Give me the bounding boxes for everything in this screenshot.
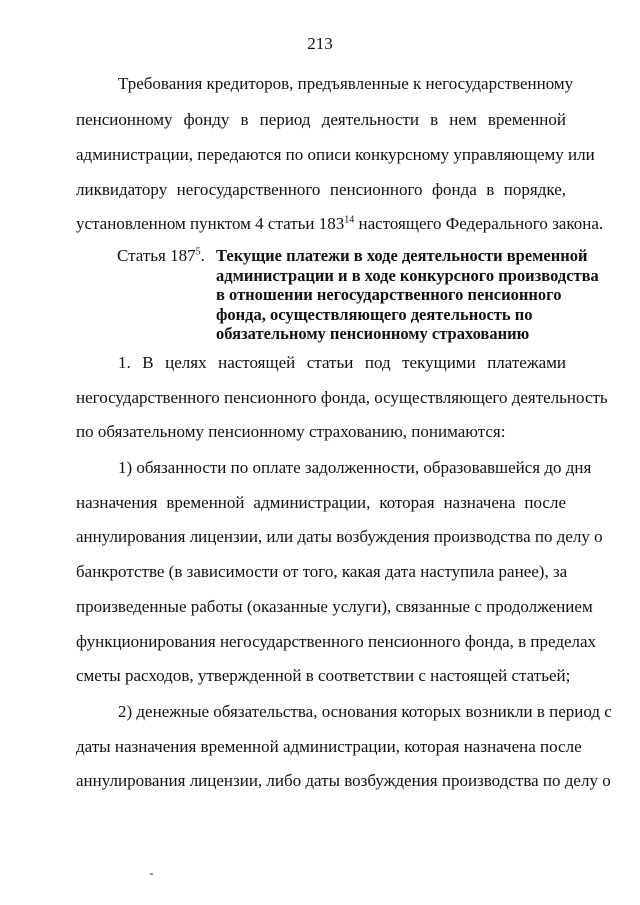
article-title-line-4: фонда, осуществляющего деятельность по	[216, 304, 533, 324]
article-title	[216, 246, 599, 344]
scan-speck	[150, 873, 153, 875]
article-title-line-2: администрации и в ходе конкурсного производства	[216, 265, 599, 285]
p1-line-2: негосударственного пенсионного фонда, осуществляющего деятельность	[76, 388, 608, 407]
intro-line-5	[76, 214, 603, 234]
intro-line-1: Требования кредиторов, предъявленные к негосударственному	[118, 74, 574, 93]
p2-line-3: аннулирования лицензии, или даты возбуждения производства по делу о	[76, 527, 603, 546]
p2-line-6: функционирования негосударственного пенсионного фонда, в пределах	[76, 632, 597, 651]
p3-line-1: 2) денежные обязательства, основания которых возникли в период с	[118, 702, 612, 721]
article-reference-superscript: 14	[344, 214, 355, 226]
p2-line-5: произведенные работы (оказанные услуги), связанные с продолжением	[76, 597, 593, 616]
article-label-dot: .	[200, 246, 205, 265]
intro-line-2: пенсионному фонду в период деятельности в нем временной	[76, 110, 566, 129]
p3-line-2: даты назначения временной администрации, которая назначена после	[76, 737, 582, 756]
article-number	[117, 246, 205, 266]
article-title-line-5: обязательному пенсионному страхованию	[216, 324, 530, 343]
article-label-superscript: 5	[195, 246, 201, 258]
p2-line-4: банкротстве (в зависимости от того, какая дата наступила ранее), за	[76, 562, 568, 581]
intro-line-5-tail: настоящего Федерального закона.	[354, 214, 604, 233]
intro-line-4: ликвидатору негосударственного пенсионного фонда в порядке,	[76, 180, 566, 199]
intro-line-3: администрации, передаются по описи конкурсному управляющему или	[76, 145, 595, 164]
p2-line-7: сметы расходов, утвержденной в соответствии с настоящей статьей;	[76, 666, 571, 685]
p2-line-1: 1) обязанности по оплате задолженности, образовавшейся до дня	[118, 458, 592, 477]
article-label: Статья 187	[117, 246, 196, 265]
p3-line-3: аннулирования лицензии, либо даты возбуждения производства по делу о	[76, 771, 611, 790]
p1-line-3: по обязательному пенсионному страхованию, понимаются:	[76, 422, 506, 441]
intro-line-5-text: установленном пунктом 4 статьи 183	[76, 214, 345, 233]
p1-line-1: 1. В целях настоящей статьи под текущими платежами	[118, 353, 566, 372]
p2-line-2: назначения временной администрации, которая назначена после	[76, 493, 566, 512]
page-number: 213	[307, 34, 333, 53]
article-title-line-3: в отношении негосударственного пенсионного	[216, 285, 562, 304]
article-title-line-1: Текущие платежи в ходе деятельности временной	[216, 246, 588, 265]
